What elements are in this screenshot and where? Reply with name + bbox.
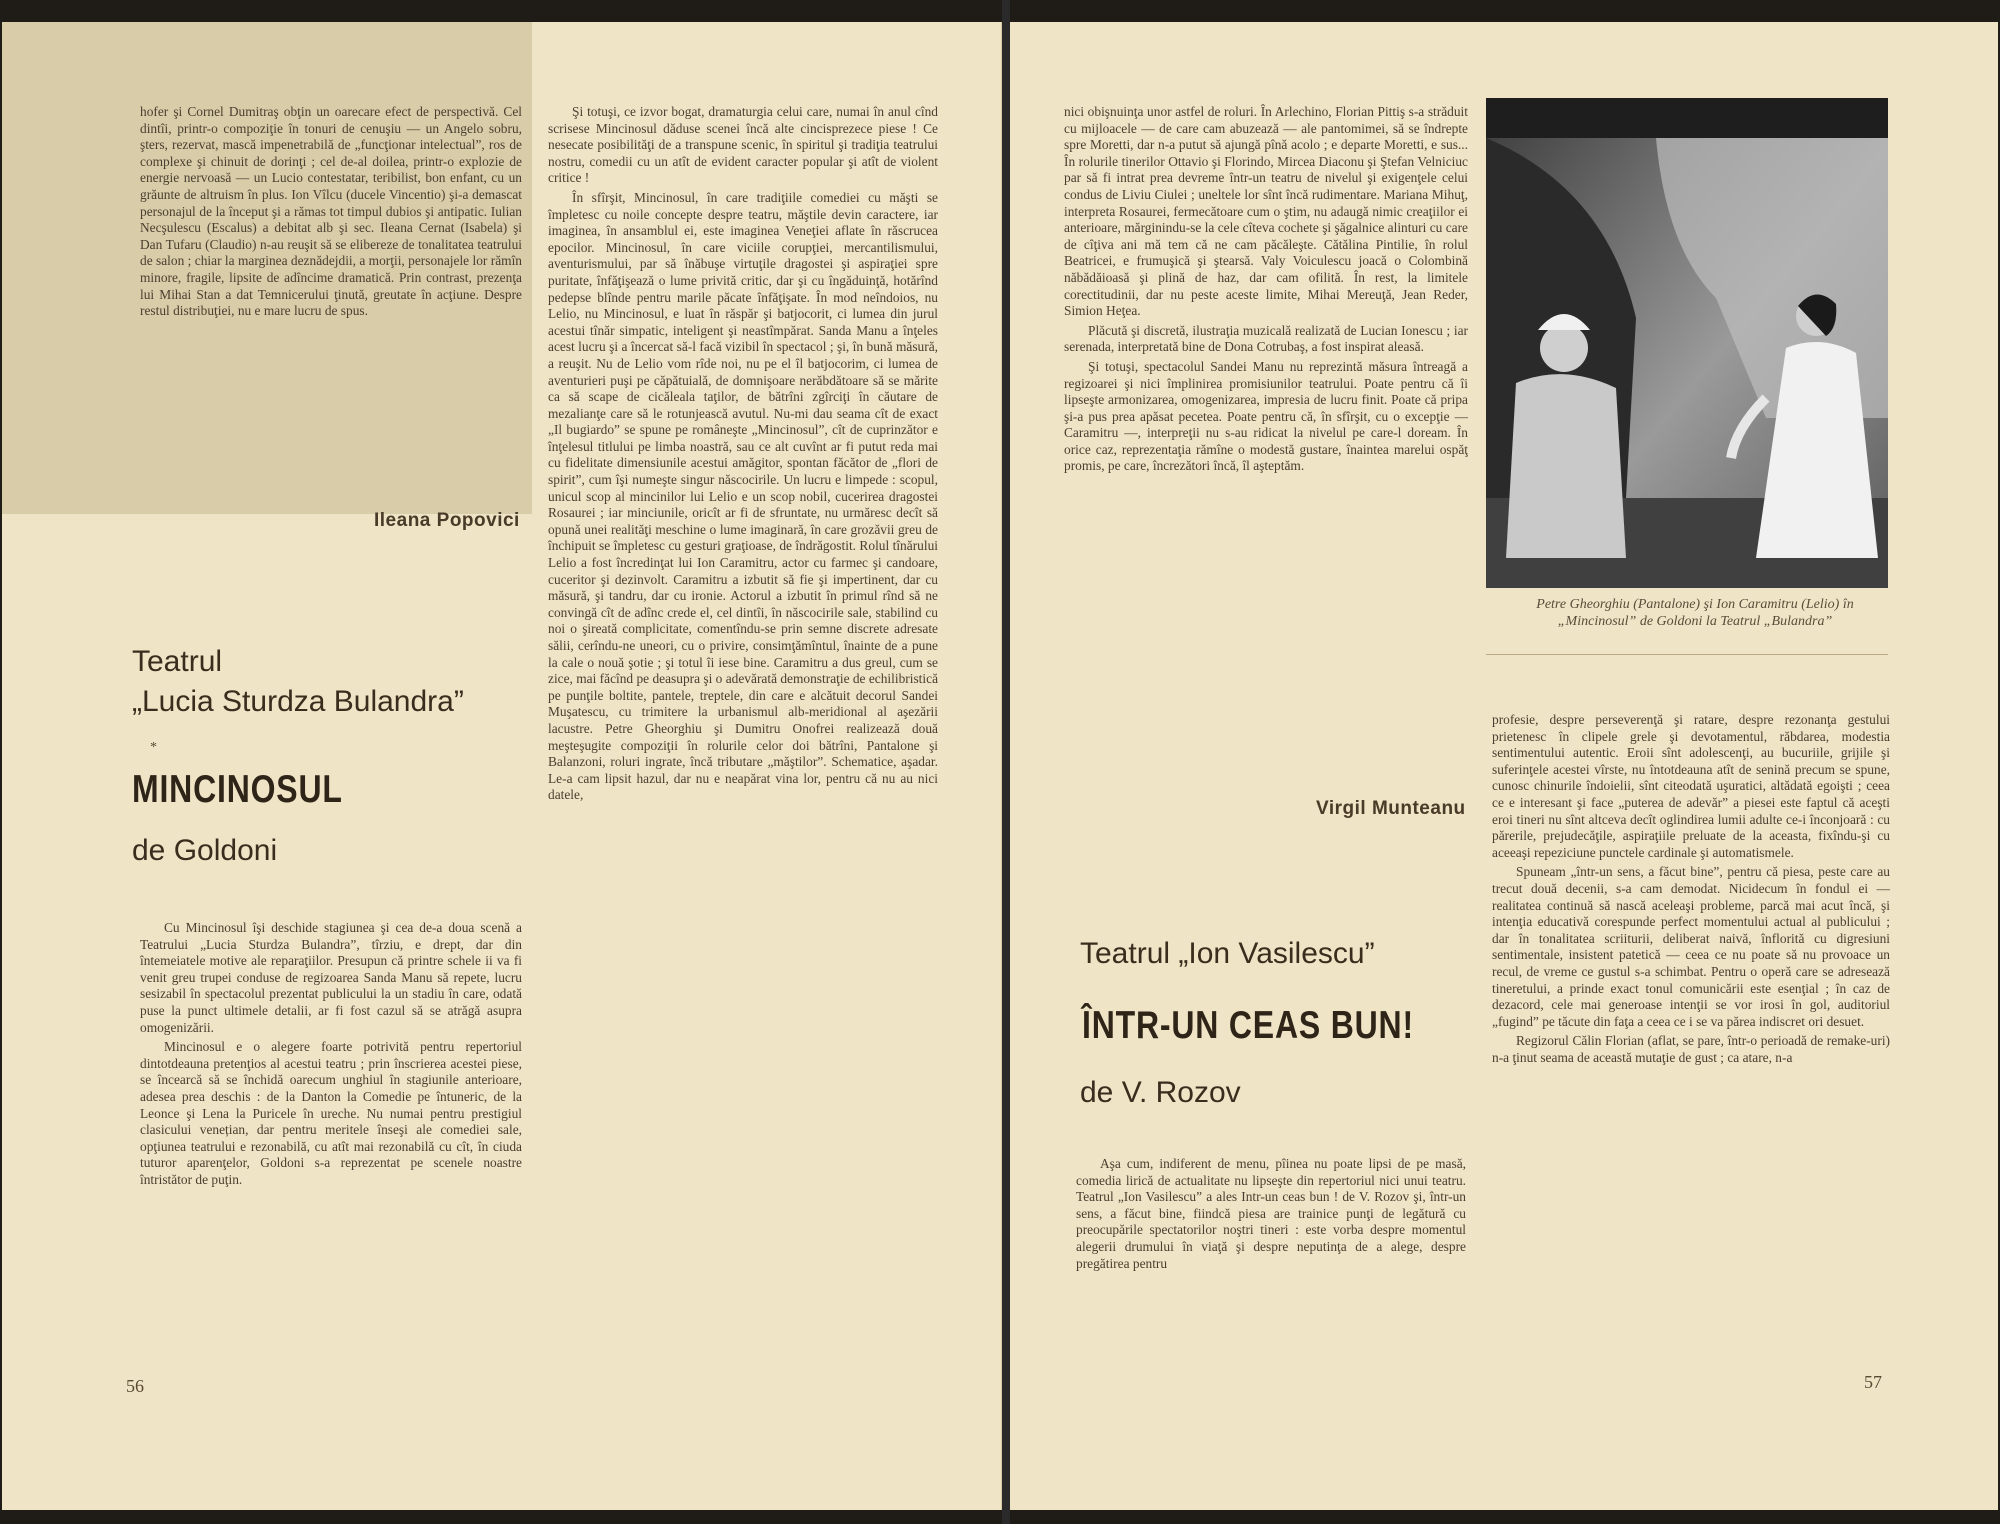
paragraph: hofer şi Cornel Dumitraş obţin un oarecare efect de perspectivă. Cel dintîi, printr-o compoziţie în tonuri de cenuşiu — un Angelo sobru, şters, rezervat, mască impenetrabilă de „funcţionar intelectual”, ros de complexe şi chinuit de dorinţi ; cel de-al doilea, printr-o explozie de energie nervoasă — un Lucio contestatar, teribilist, bon enfant, cu un grăunte de altruism în plus. Ion Vîlcu (ducele Vincentio) şi-a demascat personajul de la început şi a rămas tot timpul dubios şi antipatic. Iulian Necşulescu (Escalus) a debitat alb şi sec. Ileana Cernat (Isabela) şi Dan Tufaru (Claudio) n-au reuşit să se elibereze de tonalitatea teatrului de salon ; chiar la marginea deznădejdii, a morţii, personajele lor rămîn minore, fragile, lipsite de adîncime dramatică. Prin contrast, prezenţa lui Mihai Stan a dat Temnicerului ţinută, greutate în acţiune. Despre restul distribuţiei, nu e mare lucru de spus. (140, 104, 522, 319)
play-title-mincinosul: MINCINOSUL (132, 768, 343, 811)
caption-rule (1486, 654, 1888, 655)
paragraph: profesie, despre perseverenţă şi ratare, despre rezonanţa gestului prietenesc în clipele grele şi devotamentul, răbdarea, modestia sentimentului autentic. Eroii sînt adolescenţi, au bucuriile, grijile şi suferinţele acestei vîrste, nu întotdeauna atît de senină precum se spune, cunosc chinurile îndoielii, sînt citeodată uşuratici, altădată egoişti ; ceea ce e interesant şi face „puterea de adevăr” a piesei este faptul că aceşti eroi tineri nu sînt altceva decît oglindirea lumii adulte ce-i înconjoară : cu părerile, prejudecăţile, aspiraţiile preluate de la aceasta, fixîndu-şi cu aceeaşi repeziciune punctele cardinale şi automatismele. (1492, 712, 1890, 860)
paragraph: Şi totuşi, ce izvor bogat, dramaturgia celui care, numai în anul cînd scrisese Mincinosul dăduse scenei încă alte cincisprezece piese ! Ce nesecate posibilităţi de a transpune scenic, în spiritul şi tradiţia teatrului nostru, comedii cu un atît de evident caracter popular şi atît de violent critice ! (548, 104, 938, 186)
book-gutter (1002, 0, 1010, 1524)
theatre-line-1: Teatrul (132, 645, 223, 678)
play-title-intr-un-ceas-bun: ÎNTR-UN CEAS BUN! (1082, 1004, 1414, 1047)
paragraph: Plăcută şi discretă, ilustraţia muzicală realizată de Lucian Ionescu ; iar serenada, interpretată bine de Dona Cotrubaş, a fost inspirat aleasă. (1064, 322, 1468, 355)
play-author-rozov: de V. Rozov (1080, 1076, 1241, 1109)
paragraph: Mincinosul e o alegere foarte potrivită pentru repertoriul dintotdeauna pretenţios al acestui teatru ; prin înscrierea acestei piese, se încearcă să se închidă oarecum unghiul în stagiunile anterioare, adesea prea deschis : de la Danton la Comedie pe întuneric, de la Leonce şi Lena la Puricele în ureche. Nu numai pentru prestigiul clasicului venețian, dar pentru meritele înseşi ale comediei sale, opţiunea teatrului e rezonabilă, cu atît mai rezonabilă cu cît, în ciuda tuturor aparenţelor, Goldoni s-a reprezentat pe scenele noastre întristător de puţin. (140, 1039, 522, 1187)
right-col2 (1492, 712, 1890, 1069)
photo-caption: Petre Gheorghiu (Pantalone) şi Ion Caramitru (Lelio) în „Mincinosul” de Goldoni la Teatrul „Bulandra” (1536, 597, 1854, 629)
signature-virgil-munteanu: Virgil Munteanu (1316, 798, 1466, 819)
paragraph: Spuneam „într-un sens, a făcut bine”, pentru că piesa, peste care au trecut două decenii, s-a cam demodat. Nicidecum în fondul ei — realitatea continuă să nască aceleaşi probleme, parcă mai acut încă, şi intenţia educativă corespunde perfect momentului actual al publicului ; dar în tonalitatea scriiturii, deliberat naivă, înflorită cu digresiuni sentimentale, insistent patetică — ceea ce nu poate să nu provoace un recul, de vreme ce gustul s-a schimbat. Pentru o operă care se adresează tineretului, a prinde exact tonul comunicării este esenţial ; în caz de dezacord, cele mai generoase intenţii se vor irosi în gol, auditoriul „fugind” pe tăcute din faţa a ceea ce i se va părea indiscret ori desuet. (1492, 864, 1890, 1029)
stage-photo (1486, 98, 1888, 588)
page-number-left: 56 (126, 1376, 144, 1396)
left-col1-bottom (140, 920, 522, 1192)
theatre-line-2: „Lucia Sturdza Bulandra” (132, 685, 464, 718)
left-col1-top (140, 104, 522, 323)
stage-photo-illustration (1486, 98, 1888, 588)
paragraph: Regizorul Călin Florian (aflat, se pare, într-o perioadă de remake-uri) n-a ţinut seama de această mutaţie de gust ; ca atare, n-a (1492, 1033, 1890, 1065)
play-author-goldoni: de Goldoni (132, 834, 278, 867)
signature-ileana-popovici: Ileana Popovici (374, 510, 520, 531)
paragraph: nici obişnuinţa unor astfel de roluri. În Arlechino, Florian Pittiş s-a străduit cu mijloacele — de care cam abuzează — ale pantomimei, să se îndrepte spre Moretti, dar n-a putut să ajungă pînă acolo ; e departe Moretti, e sus... În rolurile tinerilor Ottavio şi Florindo, Mircea Diaconu şi Ştefan Velniciuc par să fi intrat prea devreme într-un teatru de nivelul şi exigenţele celui condus de Liviu Ciulei ; uneltele lor sînt încă rudimentare. Mariana Mihuţ, interpreta Rosaurei, fermecătoare cum o ştim, nu adaugă nimic creaţiilor ei anterioare, mărginindu-se la cele cîteva cochete şi şăgalnice alinturi cu care de cîţiva ani mă tem că ne cam păcăleşte. Cătălina Pintilie, în rolul Beatricei, e frumuşică şi ştearsă. Valy Voiculescu joacă o Colombină năbădăioasă şi plină de haz, dar cam ofilită. În rest, la limitele corectitudinii, dar nu peste aceste limite, Mihai Mereuţă, Jean Reder, Simion Heţea. (1064, 104, 1468, 319)
separator-star: * (150, 740, 157, 755)
section-theatre-name (132, 642, 464, 722)
section-theatre-ion-vasilescu: Teatrul „Ion Vasilescu” (1080, 937, 1375, 970)
page-number-right: 57 (1864, 1372, 1882, 1392)
paragraph: Cu Mincinosul îşi deschide stagiunea şi cea de-a doua scenă a Teatrului „Lucia Sturdza Bulandra”, tîrziu, e drept, dar din întemeiatele motive ale reparaţiilor. Presupun că printre schele ii va fi venit greu trupei conduse de regizoarea Sanda Manu să repete, lucru sesizabil în spectacolul prezentat publicului la un stadiu în care, odată puse la punct ultimele detalii, ar fi fost cazul să se atrăgă asupra omogenizării. (140, 920, 522, 1035)
paragraph: Aşa cum, indiferent de menu, pîinea nu poate lipsi de pe masă, comedia lirică de actualitate nu lipseşte din repertoriul nici unui teatru. Teatrul „Ion Vasilescu” a ales Intr-un ceas bun ! de V. Rozov şi, într-un sens, a făcut bine, fiindcă piesa are trainice punţi de legătură cu preocupările spectatorilor noştri tineri : este vorba despre momentul alegerii drumului în viaţă şi despre neputinţa de a alege, despre pregătirea pentru (1076, 1156, 1466, 1271)
paragraph: Şi totuşi, spectacolul Sandei Manu nu reprezintă măsura întreagă a regizoarei şi nici împlinirea promisiunilor teatrului. Poate pentru că îi lipseşte armonizarea, omogenizarea, impresia de lucru finit. Poate că pripa şi-a pus prea apăsat pecetea. Poate pentru că, în sfîrşit, cu o excepţie — Caramitru —, interpreţii nu s-au ridicat la nivelul pe care-l doream. În orice caz, reprezentaţia rămîne o modestă gustare, înaintea marelui ospăţ promis, pe care, încrezători încă, îl aşteptăm. (1064, 358, 1468, 474)
right-col1-top (1064, 104, 1468, 478)
right-col1-bottom (1076, 1156, 1466, 1275)
paragraph: În sfîrşit, Mincinosul, în care tradiţiile comediei cu măşti se împletesc cu noile concepte despre teatru, măştile devin caractere, iar imaginea, în ansamblul ei, este imaginea Veneţiei aflate în răscrucea epocilor. Mincinosul, în care viciile corupţiei, mercantilismului, aventurismului, par să înăbuşe virtuţile dragostei şi aspiraţiei spre puritate, înfăţişează o lume privită critic, dar şi cu îngăduinţă, hotărînd pedepse blînde pentru marile păcate înfăţişate. În mod neîndoios, nu Lelio, nu Mincinosul, e luat în răspăr şi batjocorit, ci lumea din jurul acestui tînăr simpatic, inteligent şi neastîmpărat. Sanda Manu a înţeles acest lucru şi a încercat să-l facă vizibil în spectacol ; şi, în bună măsură, a reuşit. Nu de Lelio vom rîde noi, nu pe el îl batjocorim, ci lumea de aventurieri puşi pe căpătuială, de domnişoare nerăbdătoare să se mărite ca să scape de cicăleala taţilor, de bătrîni zgîrciţi în căutare de mezalianţe care să le rotunjească avutul. Nu-mi dau seama cît de exact „Il bugiardo” se spune pe româneşte „Mincinosul”, cît de cuprinzător e înţelesul titlului pe limba noastră, sau ce alt cuvînt ar fi putut reda mai cu fidelitate dimensiunile acestui amăgitor, spontan făcător de „flori de spirit”, cum îşi numeşte singur născocirile. Un lucru e limpede : scopul, unicul scop al mincinilor lui Lelio e un scop nobil, cucerirea dragostei Rosaurei ; iar minciunile, oricît ar fi de sfruntate, nu urmăresc decît să opună unei realităţi meschine o lume imaginară, în care grozăvii greu de închipuit se împletesc cu gesturi graţioase, de îndrăgostit. Rolul tînărului Lelio a fost încredinţat lui Ion Caramitru, actor cu farmec şi candoare, cuceritor şi dezinvolt. Caramitru a izbutit să fie şi impertinent, dar cu măsură, şi tandru, dar cu ironie. Actorul a izbutit în primul rînd să ne convingă cît de adînc crede el, cel dintîi, în născocirile sale, stabilind cu noi o şireată complicitate, comentîndu-se prin semne discrete adresate sălii, cerîndu-ne uneori, cu o privire, consimţămîntul, înainte de a pune la cale o nouă şotie ; şi totul îi iese bine. Caramitru a dus greul, cum se zice, mai făcînd pe deasupra şi o adevărată demonstraţie de echilibristică pe punţile boltite, pantele, treptele, din care e alcătuit decorul Sandei Muşatescu, cu trimitere la urbanismul alb-meridional al aşezării lacustre. Petre Gheorghiu şi Dumitru Onofrei realizează două meşteşugite compoziţii în rolurile celor doi bătrîni, Pantalone şi Balanzoni, roluri ingrate, încă tributare „măştilor”. Schematice, aşadar. Le-a cam lipsit hazul, dar nu e neapărat vina lor, pentru că nu au nici datele, (548, 189, 939, 803)
left-col2 (548, 104, 938, 807)
